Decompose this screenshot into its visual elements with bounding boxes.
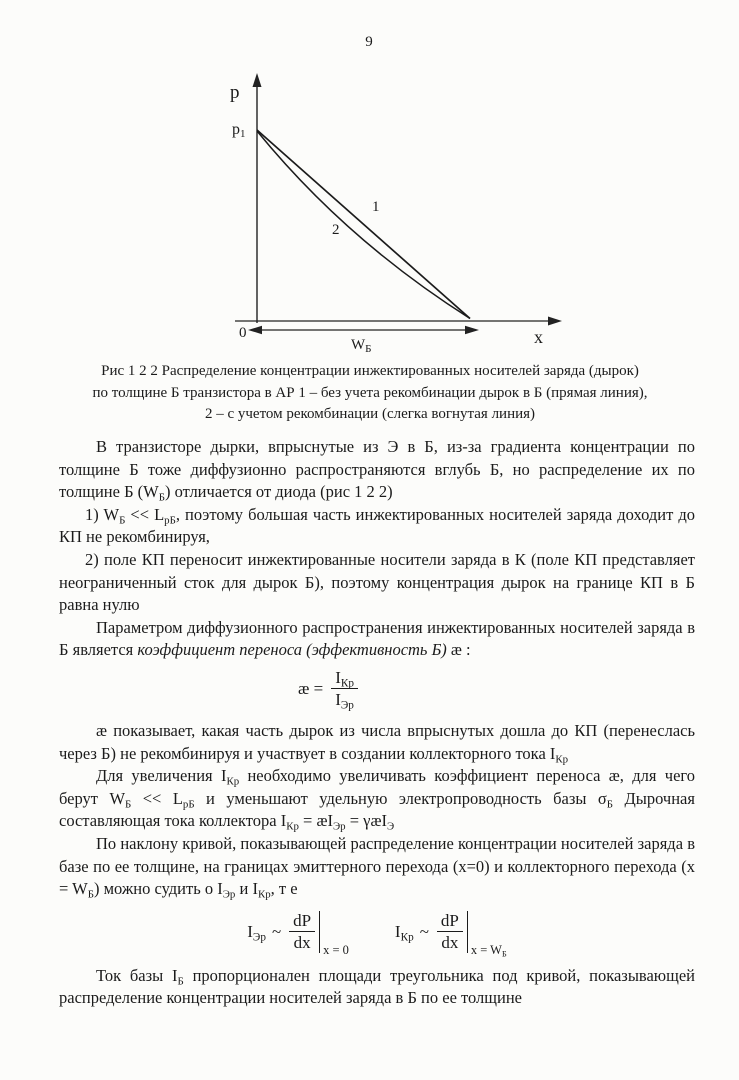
formula-transfer-coefficient (11, 668, 647, 710)
figure-caption (55, 361, 685, 426)
list-item-2: 2) поле КП переносит инжектированные носители заряда в К (поле КП представляет неограниченный сток для дырок Б), поэтому концентрация дырок на границе КП в Б равна нулю (59, 549, 695, 615)
evaluation-condition: x = 0 (323, 943, 349, 958)
y-axis-arrow-icon (253, 73, 262, 87)
x-axis-arrow-icon (548, 317, 562, 326)
curve-1-straight-line (257, 130, 470, 319)
fraction-denominator: dx (441, 933, 459, 953)
origin-label: 0 (239, 325, 247, 341)
term-lhs: $I_{Кр}$ (394, 921, 414, 943)
term-lhs: $I_{Эр}$ (247, 921, 266, 943)
curve-1-label: 1 (372, 199, 380, 215)
paragraph-base-current: Ток базы $I_Б$ пропорционален площади треугольника под кривой, показывающей распределение концентрации носителей заряда в Б по ее толщине (59, 965, 695, 1008)
caption-line-2: по толщине Б транзистора в АР 1 – без учета рекомбинации дырок в Б (прямая линия), (92, 384, 648, 401)
paragraph-intro: В транзисторе дырки, впрыснутые из Э в Б, из-за градиента концентрации по толщине Б тоже диффузионно распространяются вглубь Б, но распределение их по толщине Б $(W_Б)$ отличается от диода (рис 1 2 2) (59, 437, 695, 504)
evaluation-bar (467, 911, 507, 959)
fraction-numerator: dP (289, 911, 315, 933)
fraction (437, 911, 463, 953)
proportional-sign: ~ (271, 921, 282, 941)
fraction-denominator: $I_{Эр}$ (335, 690, 354, 712)
fraction (289, 911, 315, 953)
base-width-arrow-left-icon (248, 326, 262, 334)
curve-2-label: 2 (332, 222, 340, 238)
formula-current-slopes (59, 910, 695, 959)
formula-term-emitter (247, 910, 349, 958)
page-number: 9 (365, 34, 374, 50)
proportional-sign: ~ (419, 921, 429, 941)
list-item-1: 1) $W_Б << L_{рБ}$, поэтому большая часть инжектированных носителей заряда доходит до КП не рекомбинируя, (59, 504, 695, 547)
base-width-arrow-right-icon (465, 326, 479, 334)
x-axis-label: x (534, 327, 543, 347)
paragraph-transfer-coefficient: Параметром диффузионного распространения инжектированных носителей заряда в Б является коэффициент переноса (эффективность Б) æ : (59, 617, 695, 660)
fraction-denominator: dx (293, 933, 311, 953)
paragraph-increase: Для увеличения $I_{Кр}$ необходимо увеличивать коэффициент переноса æ, для чего берут $W_Б << L_{рБ}$ и уменьшают удельную электропроводность базы $\sigma_Б$ Дырочная составляющая тока коллектора $I_{Кр}$ = $æI_{Эр}$ = γæI$_Э$ (59, 766, 695, 833)
base-width-label: $W_Б$ (351, 337, 372, 355)
evaluation-bar (319, 911, 349, 958)
paragraph-ae-meaning: æ показывает, какая часть дырок из числа впрыснутых дошла до КП (перенеслась через Б) не рекомбинируя и участвует в создании коллекторного тока $I_{Кр}$ (59, 721, 695, 765)
fraction-numerator: $I_{Кр}$ (331, 668, 358, 690)
formula-term-collector (394, 910, 507, 959)
concentration-plot (220, 70, 566, 362)
caption-line-3: 2 – с учетом рекомбинации (слегка вогнутая линия) (204, 406, 536, 422)
paragraph-slope: По наклону кривой, показывающей распределение концентрации носителей заряда в базе по ее толщине, на границах эмиттерного перехода (x=0) и коллекторного перехода $(x = W_Б)$ можно судить о $I_{Эр}$ и $I_{Кр}$, т е (59, 834, 695, 901)
fraction-numerator: dP (437, 911, 463, 933)
formula-lhs: æ = (298, 678, 324, 698)
y-axis-label: p (230, 82, 240, 103)
y-intercept-label: p1 (232, 121, 246, 140)
fraction (331, 668, 358, 710)
caption-line-1: Рис 1 2 2 Распределение концентрации инжектированных носителей заряда (дырок) (101, 363, 639, 379)
body-text (59, 436, 695, 1010)
evaluation-condition: $x = W_Б$ (470, 943, 507, 959)
figure-plot (220, 70, 566, 362)
